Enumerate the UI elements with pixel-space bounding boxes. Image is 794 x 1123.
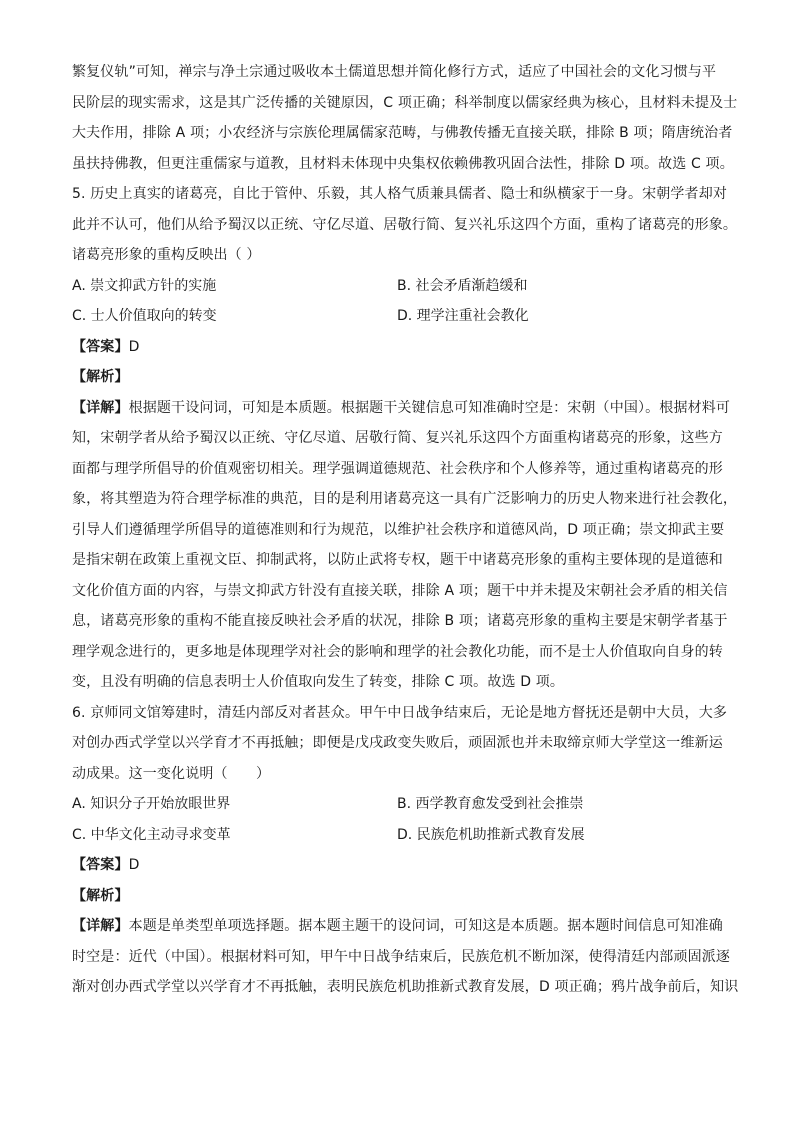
question-5	[72, 179, 738, 698]
detail-line: 变，且没有明确的信息表明士人价值取向发生了转变，排除 C 项。故选 D 项。	[72, 674, 565, 690]
answer-tag: 【答案】	[72, 857, 129, 873]
options-row	[72, 820, 722, 851]
detail-line	[72, 911, 722, 942]
option-b: B. 社会矛盾渐趋缓和	[397, 277, 528, 294]
question-6	[72, 698, 739, 1003]
detail-line: 象，将其塑造为符合理学标准的典范，目的是利用诸葛亮这一具有广泛影响力的历史人物来进行社会教化，	[72, 491, 738, 507]
analysis-tag: 【解析】	[72, 369, 129, 385]
detail-line: 知，宋朝学者从给予蜀汉以正统、守亿尽道、居敬行简、复兴礼乐这四个方面重构诸葛亮的形象，这些方	[72, 430, 723, 446]
detail-text: 根据题干设问词，可知是本质题。根据题干关键信息可知准确时空是：宋朝（中国）。根据材料可	[128, 399, 731, 416]
question-stem-line: 对创办西式学堂以兴学育才不再抵触；即便是戊戌政变失败后，顽固派也并未取缔京师大学堂这一维新运	[72, 735, 723, 751]
question-stem-line: 此并不认可，他们从给予蜀汉以正统、守亿尽道、居敬行简、复兴礼乐这四个方面，重构了诸葛亮的形象。	[72, 216, 738, 233]
question-stem-line: 动成果。这一变化说明（ ）	[72, 765, 271, 782]
analysis-heading	[72, 881, 722, 912]
answer-value: D	[128, 338, 140, 355]
option-d: D. 理学注重社会教化	[397, 308, 529, 324]
options-row	[72, 789, 722, 820]
answer-tag: 【答案】	[72, 338, 129, 355]
detail-tag: 【详解】	[72, 918, 129, 934]
text-line: 繁复仪轨”可知，禅宗与净土宗通过吸收本土儒道思想并简化修行方式，适应了中国社会的文化习惯与平	[72, 64, 717, 80]
answer-line	[72, 332, 722, 363]
intro-paragraph	[72, 57, 738, 179]
detail-tag: 【详解】	[72, 399, 129, 416]
question-stem-line: 诸葛亮形象的重构反映出（ ）	[72, 247, 261, 263]
answer-value: D	[128, 857, 140, 873]
detail-line: 理学观念进行的，更多地是体现理学对社会的影响和理学的社会教化功能，而不是士人价值取向自身的转	[72, 643, 723, 660]
detail-line	[72, 393, 731, 424]
option-d: D. 民族危机助推新式教育发展	[397, 826, 585, 843]
document-page	[72, 57, 739, 1003]
options-row	[72, 301, 722, 332]
detail-line: 渐对创办西式学堂以兴学育才不再抵触，表明民族危机助推新式教育发展，D 项正确；鸦片战争前后，知识	[72, 979, 739, 995]
answer-line	[72, 850, 722, 881]
detail-line: 引导人们遵循理学所倡导的道德准则和行为规范，以维护社会秩序和道德风尚，D 项正确；崇文抑武主要	[72, 521, 725, 538]
detail-line: 面都与理学所倡导的价值观密切相关。理学强调道德规范、社会秩序和个人修养等，通过重构诸葛亮的形	[72, 460, 723, 477]
question-stem-line: 5. 历史上真实的诸葛亮，自比于管仲、乐毅，其人格气质兼具儒者、隐士和纵横家于一身。宋朝学者却对	[72, 186, 728, 202]
option-a: A. 知识分子开始放眼世界	[72, 796, 231, 812]
option-b: B. 西学教育愈发受到社会推崇	[397, 796, 584, 812]
detail-line: 是指宋朝在政策上重视文臣、抑制武将，以防止武将专权，题干中诸葛亮形象的重构主要体现的是道德和	[72, 552, 723, 568]
detail-line: 息，诸葛亮形象的重构不能直接反映社会矛盾的状况，排除 B 项；诸葛亮形象的重构主要是宋朝学者基于	[72, 613, 728, 629]
text-line: 虽扶持佛教，但更注重儒家与道教，且材料未体现中央集权依赖佛教巩固合法性，排除 D 项。故选 C 项。	[72, 155, 734, 172]
option-c: C. 中华文化主动寻求变革	[72, 826, 231, 843]
analysis-heading	[72, 362, 722, 393]
text-line: 民阶层的现实需求，这是其广泛传播的关键原因，C 项正确；科举制度以儒家经典为核心，且材料未提及士	[72, 94, 738, 111]
option-a: A. 崇文抑武方针的实施	[72, 277, 217, 294]
detail-line: 时空是：近代（中国）。根据材料可知，甲午中日战争结束后，民族危机不断加深，使得清廷内部顽固派逐	[72, 948, 731, 965]
analysis-tag: 【解析】	[72, 887, 129, 904]
detail-text: 本题是单类型单项选择题。据本题主题干的设问词，可知这是本质题。据本题时间信息可知准确	[128, 918, 723, 934]
options-row	[72, 271, 722, 302]
text-line: 大夫作用，排除 A 项；小农经济与宗族伦理属儒家范畴，与佛教传播无直接关联，排除 B 项；隋唐统治者	[72, 125, 733, 141]
option-c: C. 士人价值取向的转变	[72, 308, 217, 324]
question-stem-line: 6. 京师同文馆筹建时，清廷内部反对者甚众。甲午中日战争结束后，无论是地方督抚还是朝中大员，大多	[72, 704, 728, 721]
detail-line: 文化价值方面的内容，与崇文抑武方针没有直接关联，排除 A 项；题干中并未提及宋朝社会矛盾的相关信	[72, 582, 728, 599]
